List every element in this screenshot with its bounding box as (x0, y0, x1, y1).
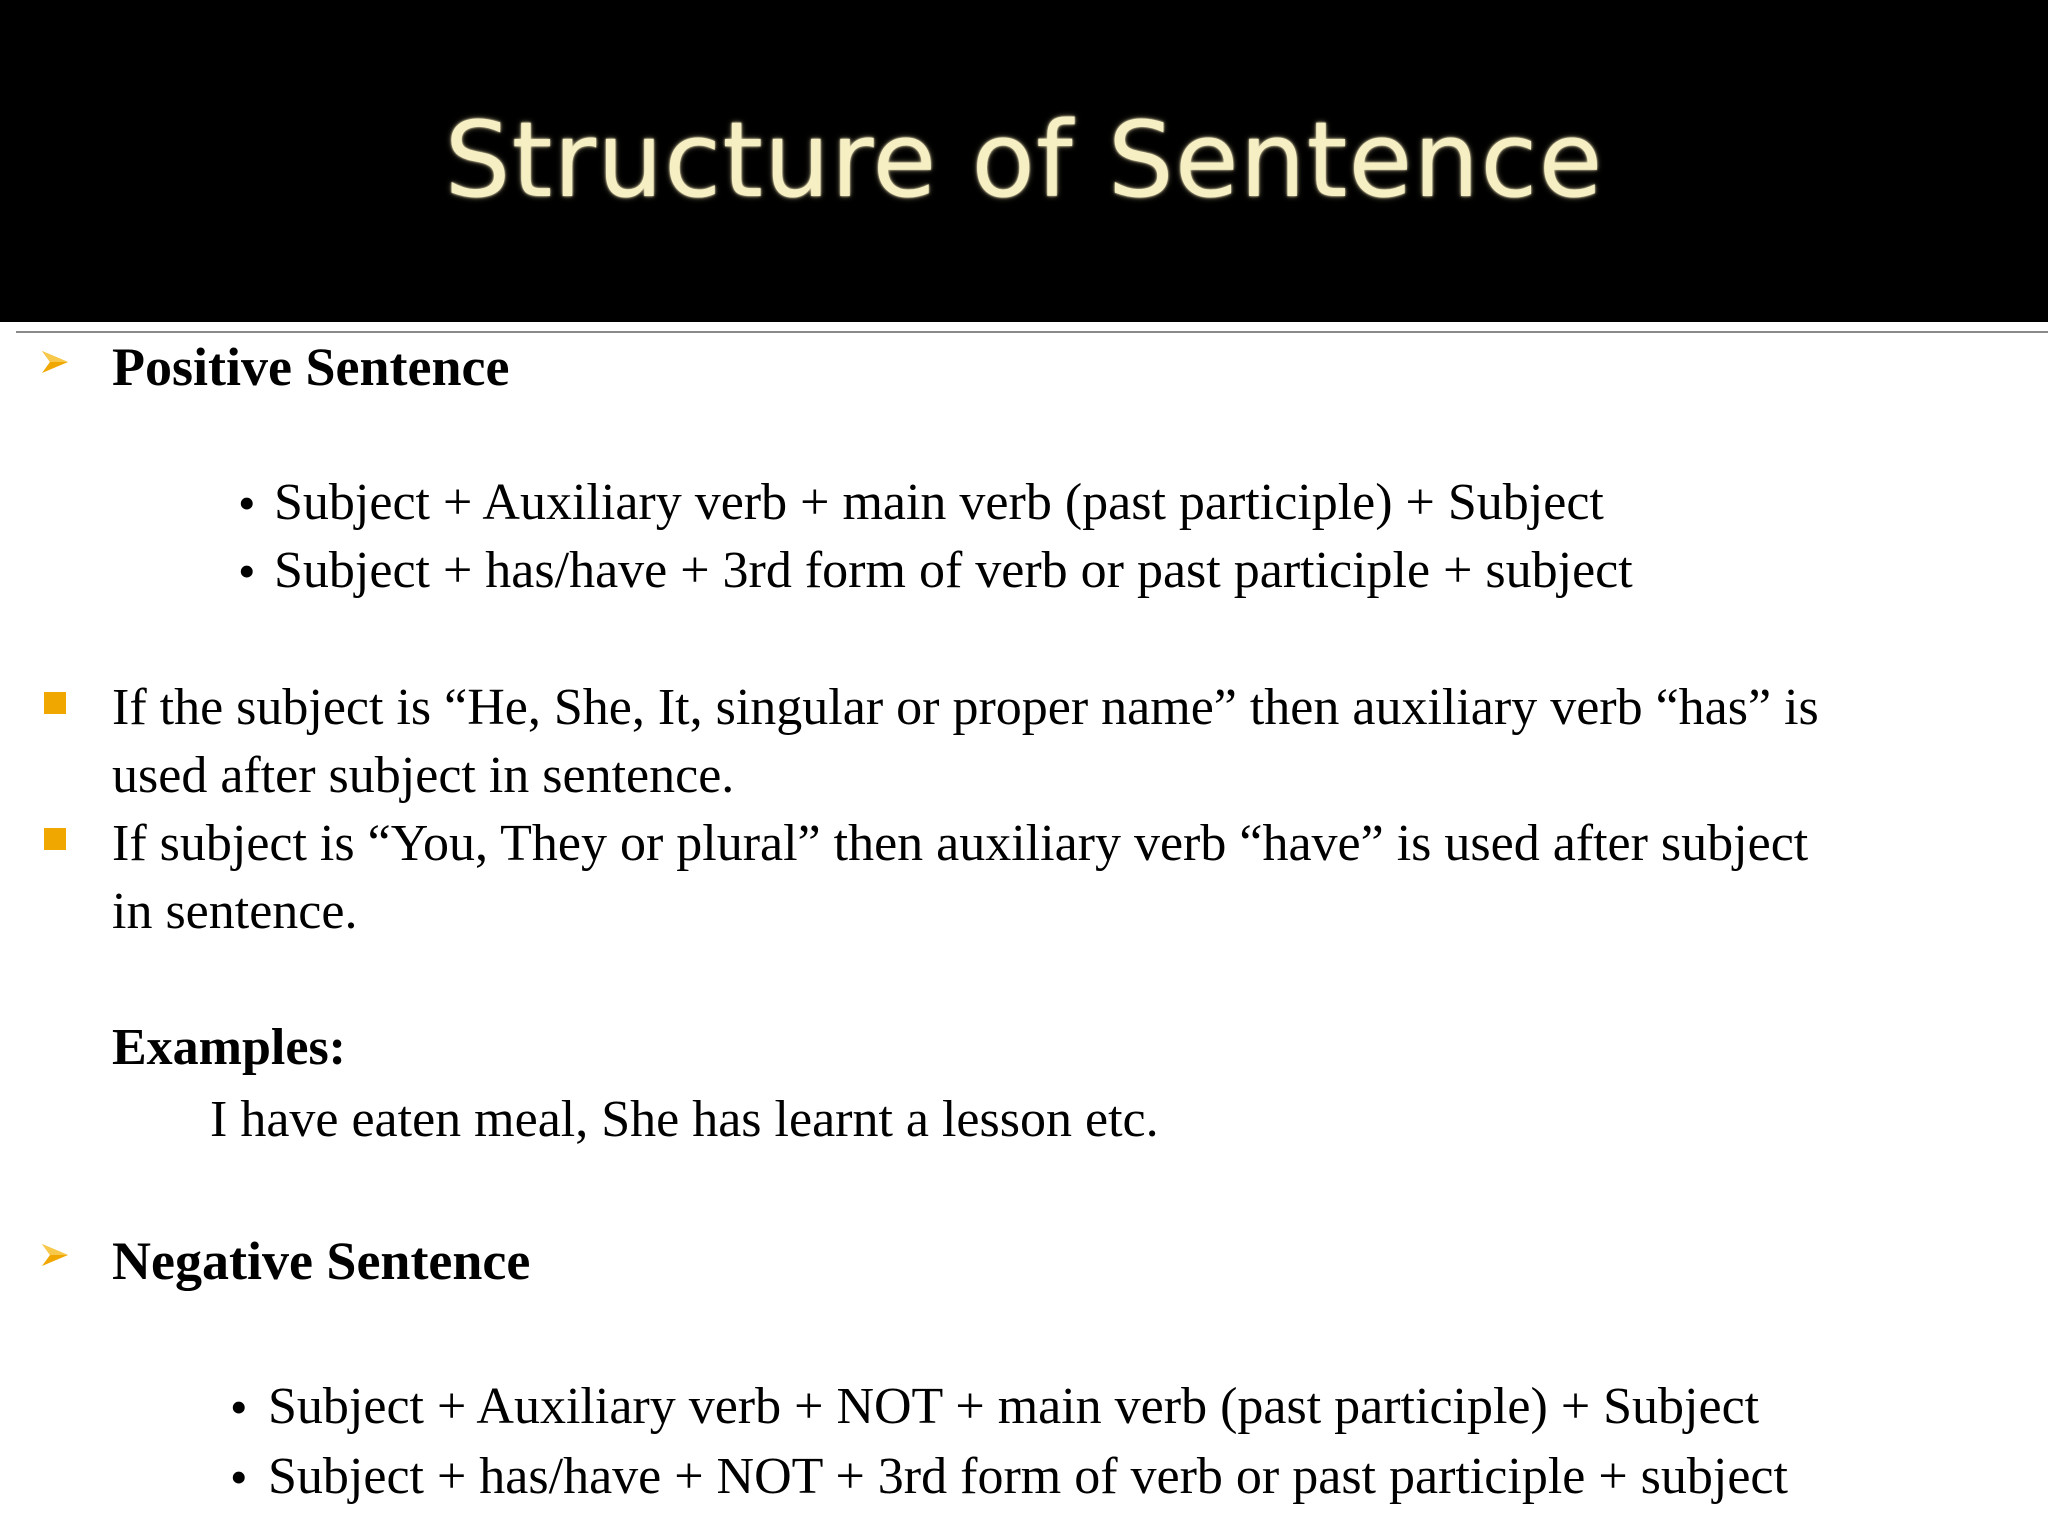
positive-formula-1: Subject + Auxiliary verb + main verb (past participle) + Subject (274, 474, 1604, 531)
examples-heading: Examples: (112, 1019, 346, 1076)
negative-formula-1: Subject + Auxiliary verb + NOT + main verb (past participle) + Subject (268, 1378, 1760, 1435)
rule-1-line-1: If the subject is “He, She, It, singular or proper name” then auxiliary verb “has” is (112, 679, 1819, 736)
divider-line (16, 331, 2048, 333)
title-banner (0, 0, 2048, 322)
rule-2-line-2: in sentence. (112, 883, 358, 940)
rule-1-line-2: used after subject in sentence. (112, 747, 735, 804)
bullet-dot: • (238, 475, 256, 531)
negative-heading: Negative Sentence (112, 1231, 531, 1291)
banner-gap (0, 322, 2048, 328)
arrow-bullet-icon (40, 347, 70, 377)
positive-heading: Positive Sentence (112, 337, 510, 397)
square-bullet-icon (44, 692, 66, 714)
bullet-dot: • (238, 543, 256, 599)
slide-title: Structure of Sentence (444, 99, 1604, 221)
negative-formula-2: Subject + has/have + NOT + 3rd form of verb or past participle + subject (268, 1448, 1788, 1505)
bullet-dot: • (230, 1449, 248, 1505)
bullet-dot: • (230, 1379, 248, 1435)
positive-formula-2: Subject + has/have + 3rd form of verb or past participle + subject (274, 542, 1633, 599)
square-bullet-icon (44, 828, 66, 850)
arrow-bullet-icon (40, 1240, 70, 1270)
examples-text: I have eaten meal, She has learnt a lesson etc. (210, 1091, 1159, 1148)
rule-2-line-1: If subject is “You, They or plural” then auxiliary verb “have” is used after subject (112, 815, 1809, 872)
